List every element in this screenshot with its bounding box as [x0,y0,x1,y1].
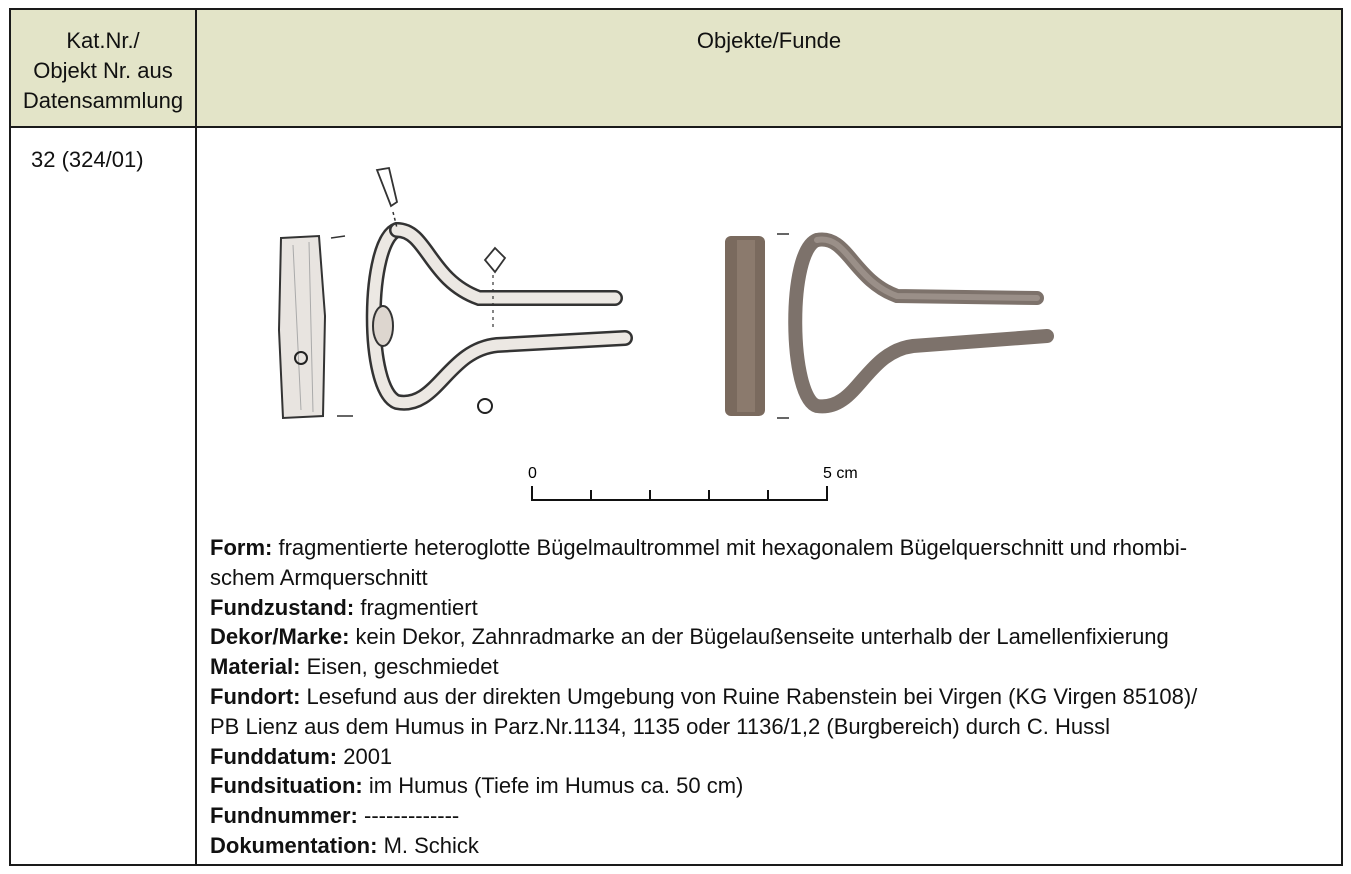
header-katnr-line: Objekt Nr. aus [33,58,173,83]
field-fundort-cont: PB Lienz aus dem Humus in Parz.Nr.1134, 1135 oder 1136/1,2 (Burgbereich) durch C. Hussl [210,713,1111,739]
field-label: Fundsituation: [210,773,363,799]
catalog-table [9,8,1343,866]
drawing-side-view [279,236,353,418]
field-value: M. Schick [383,832,479,858]
drawing-frame-view [373,168,625,413]
photo-side-view [725,234,789,418]
header-katnr [11,26,195,116]
field-value: Eisen, geschmiedet [306,654,499,680]
field-value: im Humus (Tiefe im Humus ca. 50 cm) [368,773,744,799]
scale-bar [528,465,858,501]
cross-section-icon [377,168,397,206]
field-value: fragmentiert [360,594,478,620]
field-fundzustand [210,593,1336,623]
field-label: Dekor/Marke: [210,624,350,650]
catalog-number: 32 (324/01) [31,147,144,172]
header-katnr-line: Kat.Nr./ [66,28,140,53]
field-fundsituation [210,771,1336,801]
field-label: Funddatum: [210,743,338,769]
cross-section-icon [485,248,505,272]
field-value: kein Dekor, Zahnradmarke an der Bügelaußenseite unterhalb der Lamellenfixierung [355,624,1169,650]
field-label: Dokumentation: [210,832,378,858]
field-label: Fundort: [210,683,301,709]
object-figure [197,130,1341,530]
field-fundort [210,682,1336,712]
jaw-harp-illustration [197,130,1341,530]
field-form [210,533,1336,563]
photo-frame-view [795,239,1047,406]
field-value: fragmentierte heteroglotte Bügelmaultrommel mit hexagonalem Bügelquerschnitt und rhombi- [278,535,1188,560]
header-katnr-line: Datensammlung [22,88,184,113]
field-dokumentation [210,831,1336,861]
header-objekte: Objekte/Funde [696,28,842,53]
scale-end-label: 5 cm [823,465,858,482]
scale-start-label: 0 [528,465,537,482]
field-label: Material: [210,654,301,680]
table-header [11,10,1341,128]
field-label: Form: [210,535,273,560]
field-funddatum [210,742,1336,772]
field-value: Lesefund aus der direkten Umgebung von Ruine Rabenstein bei Virgen (KG Virgen 85108)/ [306,683,1198,709]
field-value: ------------- [364,803,460,829]
field-label: Fundnummer: [210,803,358,829]
object-description [210,533,1336,861]
field-material [210,652,1336,682]
field-label: Fundzustand: [210,594,355,620]
field-value: 2001 [343,743,393,769]
field-dekor [210,622,1336,652]
field-fundnummer [210,801,1336,831]
gear-mark-icon [478,399,492,413]
field-form-cont: schem Armquerschnitt [210,564,428,590]
